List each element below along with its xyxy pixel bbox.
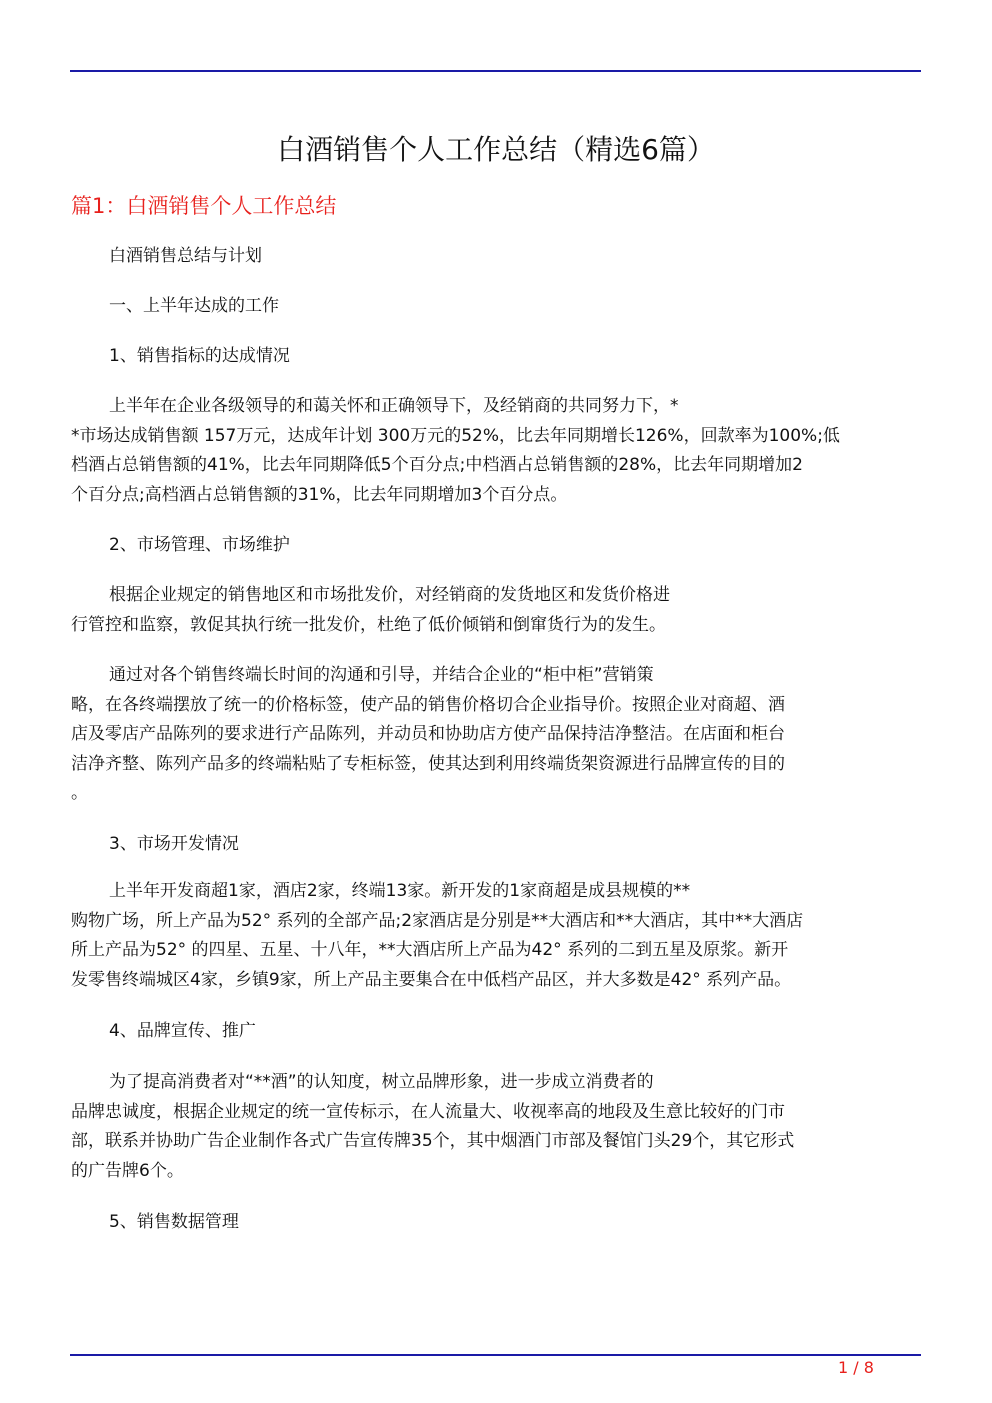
paragraph xyxy=(71,1017,256,1047)
paragraph-line: 。 xyxy=(71,783,88,804)
paragraph xyxy=(71,531,290,561)
document-title: 白酒销售个人工作总结（精选6篇） xyxy=(277,133,715,166)
paragraph xyxy=(71,392,840,510)
paragraph-line: 上半年开发商超1家，酒店2家，终端13家。新开发的1家商超是成县规模的** xyxy=(109,881,691,901)
paragraph-line: 1、销售指标的达成情况 xyxy=(109,346,290,366)
paragraph-line: 根据企业规定的销售地区和市场批发价，对经销商的发货地区和发货价格进 xyxy=(109,585,670,605)
paragraph xyxy=(71,292,279,322)
paragraph-line: 洁净齐整、陈列产品多的终端粘贴了专柜标签，使其达到利用终端货架资源进行品牌宣传的目的 xyxy=(71,753,785,774)
paragraph xyxy=(71,1068,794,1186)
paragraph-line: 略，在各终端摆放了统一的价格标签，使产品的销售价格切合企业指导价。按照企业对商超、酒 xyxy=(71,694,785,715)
paragraph-line: 所上产品为52° 的四星、五星、十八年，**大酒店所上产品为42° 系列的二到五星及原浆。新开 xyxy=(71,940,789,961)
paragraph-line: 4、品牌宣传、推广 xyxy=(109,1021,256,1041)
paragraph xyxy=(71,342,290,372)
paragraph-line: 档酒占总销售额的41%，比去年同期降低5个百分点;中档酒占总销售额的28%，比去年同期增加2 xyxy=(71,455,803,476)
paragraph-line: 购物广场，所上产品为52° 系列的全部产品;2家酒店是分别是**大酒店和**大酒店，其中**大酒店 xyxy=(71,910,804,931)
paragraph-line: 为了提高消费者对“**酒”的认知度，树立品牌形象，进一步成立消费者的 xyxy=(109,1072,654,1092)
paragraph-line: 品牌忠诚度，根据企业规定的统一宣传标示，在人流量大、收视率高的地段及生意比较好的门市 xyxy=(71,1101,785,1122)
paragraph xyxy=(71,1208,239,1238)
paragraph-line: 3、市场开发情况 xyxy=(109,834,239,854)
paragraph-line: 白酒销售总结与计划 xyxy=(109,246,262,266)
paragraph-line: 部，联系并协助广告企业制作各式广告宣传牌35个，其中烟酒门市部及餐馆门头29个，其它形式 xyxy=(71,1131,795,1152)
paragraph-line: 上半年在企业各级领导的和蔼关怀和正确领导下，及经销商的共同努力下，* xyxy=(109,396,679,416)
paragraph-line: 通过对各个销售终端长时间的沟通和引导，并结合企业的“柜中柜”营销策 xyxy=(109,665,654,685)
paragraph-line: 行管控和监察，敦促其执行统一批发价，杜绝了低价倾销和倒窜货行为的发生。 xyxy=(71,614,666,635)
paragraph-line: 的广告牌6个。 xyxy=(71,1160,184,1181)
paragraph-line: *市场达成销售额 157万元，达成年计划 300万元的52%，比去年同期增长126%，回款率为100%;低 xyxy=(71,425,840,446)
paragraph xyxy=(71,830,239,860)
paragraph-line: 一、上半年达成的工作 xyxy=(109,296,279,316)
paragraph-line: 个百分点;高档酒占总销售额的31%，比去年同期增加3个百分点。 xyxy=(71,484,568,505)
section-heading: 篇1：白酒销售个人工作总结 xyxy=(71,194,337,218)
paragraph-line: 2、市场管理、市场维护 xyxy=(109,535,290,555)
paragraph xyxy=(71,877,803,995)
paragraph xyxy=(71,242,262,272)
paragraph xyxy=(71,581,670,640)
paragraph-line: 5、销售数据管理 xyxy=(109,1212,239,1232)
page-number: 1 / 8 xyxy=(838,1358,874,1377)
paragraph-line: 发零售终端城区4家，乡镇9家，所上产品主要集合在中低档产品区，并大多数是42° 系列产品。 xyxy=(71,969,792,990)
paragraph xyxy=(71,661,785,809)
paragraph-line: 店及零店产品陈列的要求进行产品陈列，并动员和协助店方使产品保持洁净整洁。在店面和柜台 xyxy=(71,724,785,745)
footer-rule xyxy=(70,1354,921,1356)
header-rule xyxy=(70,70,921,72)
